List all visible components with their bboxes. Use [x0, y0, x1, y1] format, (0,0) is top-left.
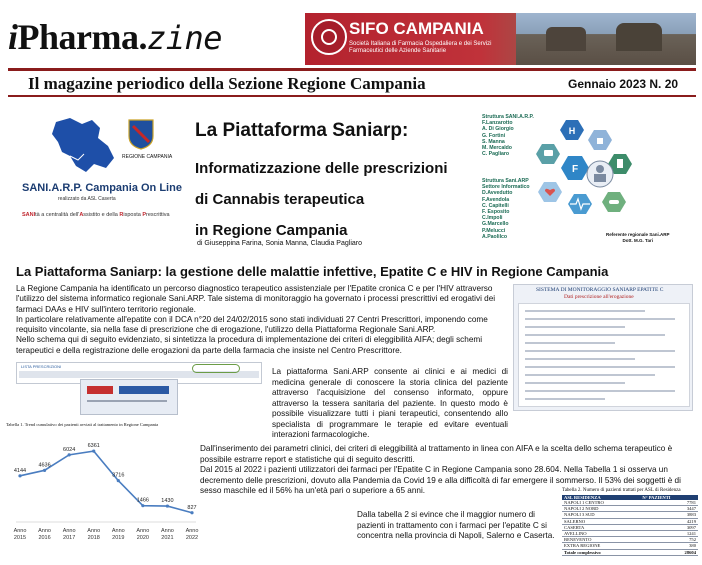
lock-icon — [588, 130, 612, 150]
tag-part: A — [79, 212, 84, 218]
x-tick-label: Anno — [62, 528, 76, 534]
team-subheading: Settore Informatico — [482, 184, 530, 191]
form-line — [525, 366, 675, 368]
pill-icon — [602, 192, 626, 212]
asl-cell: CASERTA — [562, 524, 640, 530]
count-cell: 380 — [640, 543, 698, 549]
form-line — [525, 358, 635, 360]
paragraph: Dalla tabella 2 si evince che il maggior numero di pazienti in trattamento con i farmaci per l'epatite C si concentra nella provincia di Napoli, Salerno e Caserta. — [357, 510, 555, 540]
team-member: G.Marcello — [482, 221, 509, 228]
tag-part: SANI — [22, 212, 36, 218]
x-tick-label: 2018 — [87, 535, 100, 541]
x-tick-label: Anno — [13, 528, 27, 534]
asl-cell: NAPOLI 3 SUD — [562, 512, 640, 518]
count-cell: 3447 — [640, 506, 698, 512]
sifo-seal-icon — [311, 19, 347, 55]
count-cell: 7781 — [640, 500, 698, 506]
tag-part: isposta — [123, 212, 143, 218]
screenshot-highlight — [192, 364, 240, 373]
health-hexagon-graphic — [536, 116, 636, 226]
mid-paragraph — [272, 367, 508, 441]
saniarp-logo-subtitle: realizzato da ASL Caserta — [58, 196, 116, 202]
ecg-icon — [568, 194, 592, 214]
logo-i: i — [8, 17, 18, 57]
hospital-icon — [561, 156, 589, 180]
issue-label: Gennaio 2023 N. 20 — [568, 77, 679, 91]
tag-part: R — [119, 212, 124, 218]
final-paragraph — [357, 510, 557, 542]
data-label: 1466 — [136, 497, 149, 504]
masthead-rule-top — [8, 68, 696, 71]
x-tick-label: 2016 — [38, 535, 51, 541]
heart-icon — [538, 182, 562, 202]
team-member: G. Fortini — [482, 132, 506, 139]
count-cell: 28604 — [640, 549, 698, 555]
x-tick-label: Anno — [38, 528, 52, 534]
form-line — [525, 398, 605, 400]
team-list-saniarp — [482, 114, 534, 157]
data-point — [141, 504, 144, 507]
regional-referent — [606, 232, 670, 243]
logo-zine: zine — [147, 19, 223, 57]
x-tick-label: Anno — [87, 528, 101, 534]
team-member: C.Impoli — [482, 215, 503, 222]
screenshot-title: LISTA PRESCRIZIONI — [21, 364, 62, 369]
x-tick-label: Anno — [185, 528, 199, 534]
team-member: S. Manna — [482, 138, 505, 145]
magazine-logo — [8, 16, 222, 58]
region-crest-icon — [127, 118, 155, 150]
svg-text:H: H — [568, 126, 576, 136]
asl-cell: SALERNO — [562, 518, 640, 524]
saniarp-acronym-tagline — [22, 212, 170, 218]
data-point — [117, 479, 120, 482]
card-stripe-red — [87, 386, 113, 394]
tag-part: tà a centralità dell' — [35, 212, 80, 218]
x-tick-label: Anno — [160, 528, 174, 534]
subtitle-line: di Cannabis terapeutica — [195, 191, 365, 208]
chart-caption: Tabella 1. Trend cumulativo dei pazienti avviati al trattamento in Regione Campania — [6, 422, 159, 427]
form-line — [525, 390, 675, 392]
tag-part: P — [142, 212, 146, 218]
data-label: 3716 — [112, 472, 125, 479]
card-line — [87, 400, 167, 402]
data-label: 6024 — [63, 446, 76, 453]
form-line — [525, 318, 675, 320]
intro-paragraph: La Regione Campania ha identificato un percorso diagnostico terapeutico assistenziale per l'Epatite cronica C e per l'HIV attraverso l'utilizzo del sistema informatico regionale Sani.ARP. Tale sistema di monitoraggio ha governato i processi prescrittivi ed erogativi dei farmaci DAAs e HIV sull'intero territorio regionale. — [16, 284, 496, 314]
x-tick-label: 2019 — [112, 535, 125, 541]
paragraph: La piattaforma Sani.ARP consente ai clinici e ai medici di medicina generale di conoscere la storia clinica del paziente attraverso l'acquisizione del consenso informato, oppure attraverso la tessera sanitaria del paziente. In questo modo è possibile visualizzare tutti i piani terapeutici, consentendo allo specialista di programmare le terapie ed evitare eventuali interazioni farmacologiche. — [272, 367, 508, 439]
health-icon — [560, 120, 584, 140]
team-member: D.Avvedutto — [482, 190, 513, 197]
asl-cell: EXTRA REGIONE — [562, 543, 640, 549]
asl-cell: AVELLINO — [562, 531, 640, 537]
data-point — [68, 453, 71, 456]
article-title: La Piattaforma Saniarp: la gestione delle malattie infettive, Epatite C e HIV in Regione Campania — [16, 264, 609, 279]
data-label: 1430 — [161, 498, 174, 505]
table-header: N° PAZIENTI — [640, 495, 698, 500]
team-member: F.Avendola — [482, 196, 510, 203]
team-list-it — [482, 178, 530, 240]
table2 — [562, 495, 698, 556]
form-line — [525, 326, 625, 328]
screenshot-form — [518, 303, 690, 407]
team-member: A.Paolilco — [482, 233, 508, 240]
logo-pharma: Pharma. — [17, 17, 147, 57]
paragraph: Dall'inserimento dei parametri clinici, dei criteri di eleggibilità al trattamento in linea con AIFA e la scelta dello schema terapeutico è possibile estrarre report e statistiche qui di seguito descritti. — [200, 444, 673, 464]
x-tick-label: 2017 — [63, 535, 76, 541]
data-label: 4636 — [38, 462, 51, 469]
doctor-icon — [587, 161, 613, 187]
subtitle-line: in Regione Campania — [195, 222, 348, 239]
chat-icon — [536, 144, 560, 164]
x-tick-label: 2021 — [161, 535, 174, 541]
x-tick-label: Anno — [136, 528, 150, 534]
article-intro — [16, 284, 506, 356]
team-member: P.Melucci — [482, 227, 506, 234]
intro-paragraph: In particolare relativamente all'epatite con il DCA n°20 del 24/02/2015 sono stati individuati 27 Centri Prescrittori, imponendo come requisito vincolante, sia nella fase di prescrizione che di erogazione, l'utilizzo della Piattaforma Regionale Sani.ARP. — [16, 314, 488, 335]
saniarp-form-screenshot — [513, 284, 693, 411]
banner-subtitle: Società Italiana di Farmacia Ospedaliera e dei Servizi Farmaceutici delle Aziende Sanitarie — [349, 41, 492, 54]
referent-name: Dott. M.G. Tari — [622, 237, 653, 243]
form-line — [525, 342, 615, 344]
banner-title: SIFO CAMPANIA — [349, 19, 484, 38]
team-member: A. Di Giorgio — [482, 126, 514, 133]
crest-label: REGIONE CAMPANIA — [122, 154, 173, 160]
team-heading: Struttura Sani.ARP — [482, 178, 529, 184]
team-member: C. Capitelli — [482, 202, 509, 209]
asl-cell: NAPOLI 2 NORD — [562, 506, 640, 512]
paragraph: Dal 2015 al 2022 i pazienti utilizzatori dei farmaci per l'Epatite C in Regione Campania sono 28.604. Nella Tabella 1 si osserva un decremento delle prescrizioni, dovuto alla Pandemia da Covid 19 e alla difficoltà di far emergere il sommerso. Il 53% dei soggetti è di sesso maschile ed il 56% ha un'età pari o superiore a 65 anni. — [200, 465, 681, 495]
health-card-screenshot — [80, 379, 178, 415]
form-line — [525, 334, 665, 336]
team-heading: Struttura SANI.A.R.P. — [482, 114, 534, 120]
data-point — [190, 511, 193, 514]
table-header: ASL RESIDENZA — [562, 495, 640, 500]
referent-role: Referente regionale Sani.ARP — [606, 232, 670, 237]
form-line — [525, 310, 645, 312]
team-member: M. Mercaldo — [482, 145, 512, 152]
form-line — [525, 374, 655, 376]
feature-subtitle — [195, 153, 465, 246]
data-point — [18, 474, 21, 477]
count-cell: 1241 — [640, 531, 698, 537]
svg-text:F: F — [571, 164, 579, 175]
asl-cell: Totale complessivo — [562, 549, 640, 555]
x-tick-label: 2022 — [185, 535, 199, 541]
data-label: 827 — [187, 504, 197, 511]
form-line — [525, 350, 675, 352]
x-tick-label: Anno — [111, 528, 125, 534]
data-point — [43, 469, 46, 472]
saniarp-logo-title: SANI.A.R.P. Campania On Line — [22, 182, 182, 194]
castle-photo — [516, 13, 696, 65]
sifo-banner — [305, 13, 696, 65]
tag-part: ssistito e della — [83, 212, 120, 218]
data-label: 6361 — [87, 443, 100, 450]
card-stripe-blue — [119, 386, 169, 394]
team-member: F. Esposito — [482, 209, 510, 216]
team-member: C. Pagliaro — [482, 151, 510, 158]
tag-part: rescrittiva — [146, 212, 170, 218]
data-point — [166, 504, 169, 507]
screenshot-subheading: Dati prescrizione all'erogazione — [564, 294, 634, 300]
x-tick-label: 2015 — [13, 535, 27, 541]
count-cell: 752 — [640, 537, 698, 543]
magazine-tagline: Il magazine periodico della Sezione Regione Campania — [28, 74, 426, 93]
asl-cell: BENEVENTO — [562, 537, 640, 543]
feature-title: La Piattaforma Saniarp: — [195, 120, 409, 141]
data-label: 4144 — [13, 467, 27, 474]
subtitle-line: Informatizzazione delle prescrizioni — [195, 160, 448, 177]
count-cell: 4219 — [640, 518, 698, 524]
byline: di Giuseppina Farina, Sonia Manna, Claudia Pagliaro — [197, 240, 362, 247]
x-tick-label: 2020 — [136, 535, 149, 541]
trend-line-chart — [6, 430, 202, 558]
team-member: F.Lanzarotto — [482, 120, 513, 127]
intro-paragraph: Nello schema qui di seguito evidenziato, si sintetizza la procedura di implementazione dei criteri di eleggibilità AIFA; degli schemi terapeutici e della registrazione delle erogazioni da parte della farmacia che insiste nel Centro Prescrittore. — [16, 335, 483, 355]
screenshot-heading: SISTEMA DI MONITORAGGIO SANIARP EPATITE C — [536, 287, 664, 293]
count-cell: 3097 — [640, 524, 698, 530]
form-line — [525, 382, 625, 384]
masthead-rule-bottom — [8, 95, 696, 97]
count-cell: 3883 — [640, 512, 698, 518]
table-total-row — [562, 549, 698, 555]
campania-map-icon — [48, 116, 118, 174]
data-point — [92, 450, 95, 453]
asl-cell: NAPOLI 1 CENTRO — [562, 500, 640, 506]
table2-caption: Tabella 2. Numero di pazienti trattati per ASL di Residenza — [562, 488, 681, 493]
